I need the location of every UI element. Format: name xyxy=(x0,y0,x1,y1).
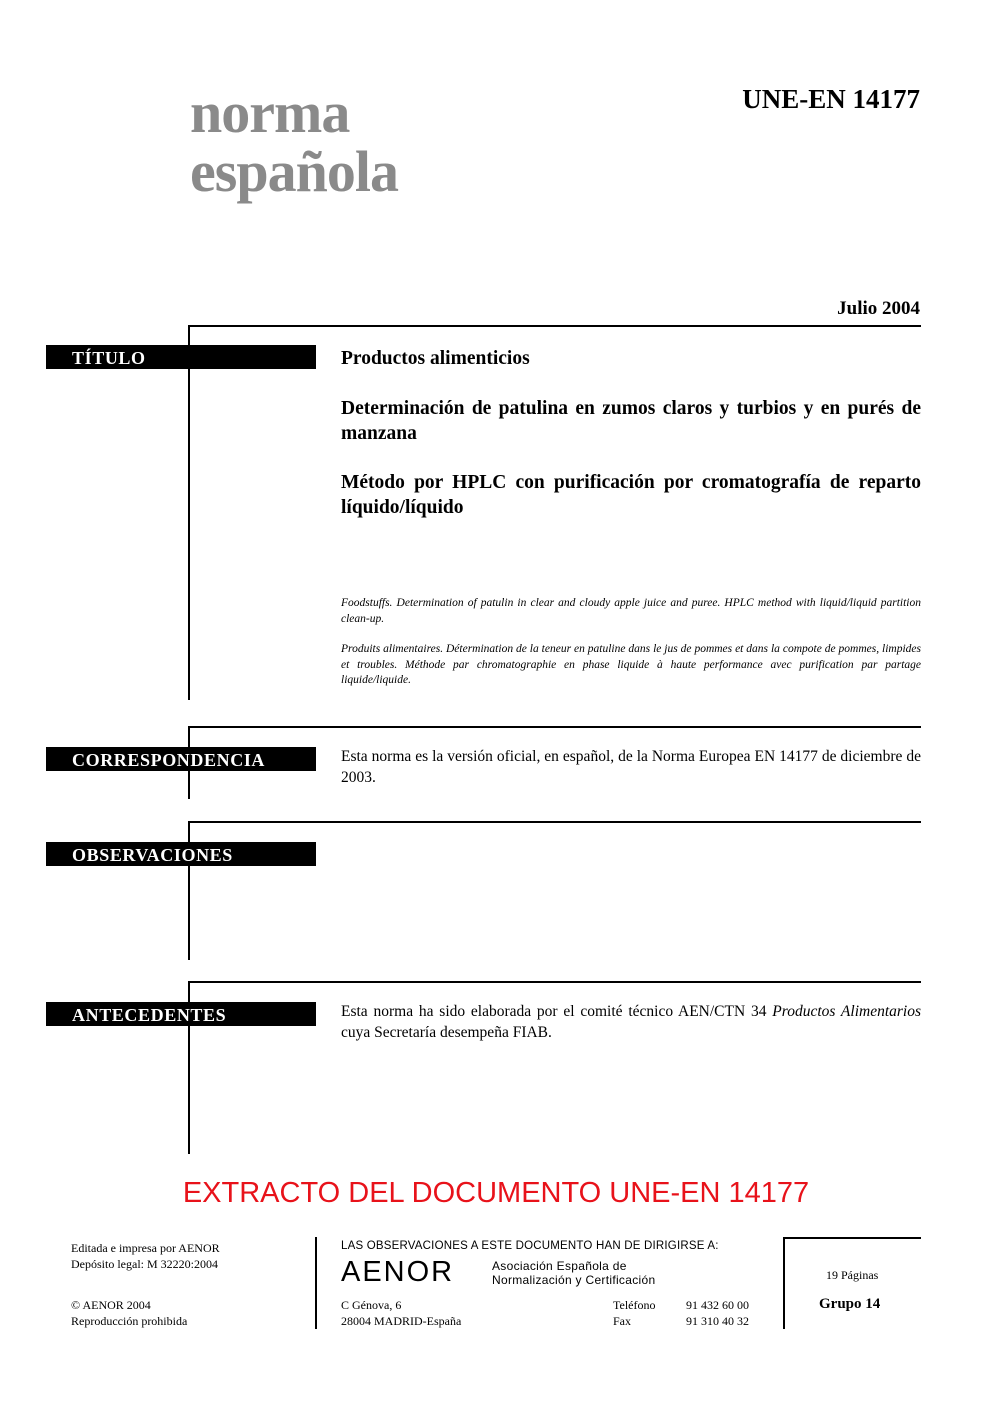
antecedentes-label: ANTECEDENTES xyxy=(46,1002,316,1026)
brand-word-norma: norma xyxy=(190,80,350,145)
phone-label: Teléfono xyxy=(613,1298,656,1312)
antecedentes-text-end: cuya Secretaría desempeña FIAB. xyxy=(341,1024,552,1041)
aenor-logo: AENOR xyxy=(341,1256,455,1288)
title-main: Productos alimenticios xyxy=(341,348,530,369)
title-subtitle-2: Método por HPLC con purificación por cromatografía de reparto líquido/líquido xyxy=(341,472,921,518)
address-line-2: 28004 MADRID-España xyxy=(341,1314,462,1328)
publication-date: Julio 2004 xyxy=(837,298,920,319)
title-translation-french: Produits alimentaires. Détermination de la teneur en patuline dans le jus de pommes et dans la compote de pommes, limpides et troubles. Méthode par chromatographie en phase liquide à haute performance avec purification par partage liquide/liquide. xyxy=(341,643,921,686)
title-subtitle-1: Determinación de patulina en zumos claros y turbios y en purés de manzana xyxy=(341,398,921,444)
footer-box-left-rule xyxy=(783,1237,785,1329)
antecedentes-text-start: Esta norma ha sido elaborada por el comité técnico AEN/CTN 34 xyxy=(341,1003,773,1020)
price-group: Grupo 14 xyxy=(819,1296,881,1312)
fax-number: 91 310 40 32 xyxy=(686,1314,749,1328)
legal-deposit: Depósito legal: M 32220:2004 xyxy=(71,1257,218,1271)
footer-divider-left xyxy=(315,1237,317,1329)
correspondencia-top-rule xyxy=(188,726,921,728)
extract-banner: EXTRACTO DEL DOCUMENTO UNE-EN 14177 xyxy=(182,1177,810,1209)
footer-publisher xyxy=(71,1240,220,1272)
aenor-organization-name xyxy=(492,1259,655,1287)
titulo-left-rule xyxy=(188,325,190,700)
contact-labels xyxy=(613,1297,655,1329)
titulo-top-rule xyxy=(188,325,921,327)
brand-word-espanola: española xyxy=(190,139,398,204)
org-name-line-2: Normalización y Certificación xyxy=(492,1273,656,1287)
copyright: © AENOR 2004 xyxy=(71,1298,151,1312)
observaciones-top-rule xyxy=(188,821,921,823)
page-count: 19 Páginas xyxy=(826,1268,879,1282)
phone-number: 91 432 60 00 xyxy=(686,1298,749,1312)
org-name-line-1: Asociación Española de xyxy=(492,1259,627,1273)
observations-heading: LAS OBSERVACIONES A ESTE DOCUMENTO HAN DE DIRIGIRSE A: xyxy=(341,1240,719,1252)
footer-box-top-rule xyxy=(783,1237,921,1239)
contact-values xyxy=(686,1297,749,1329)
titulo-label: TÍTULO xyxy=(46,345,316,369)
address-line-1: C Génova, 6 xyxy=(341,1298,402,1312)
observaciones-label: OBSERVACIONES xyxy=(46,842,316,866)
correspondencia-text: Esta norma es la versión oficial, en español, de la Norma Europea EN 14177 de diciembre de 2003. xyxy=(341,748,921,786)
aenor-address xyxy=(341,1297,461,1329)
correspondencia-label: CORRESPONDENCIA xyxy=(46,747,316,771)
antecedentes-text xyxy=(341,1001,921,1043)
antecedentes-committee-name: Productos Alimentarios xyxy=(772,1003,921,1020)
footer-copyright xyxy=(71,1297,187,1329)
title-translation-english: Foodstuffs. Determination of patulin in clear and cloudy apple juice and puree. HPLC method with liquid/liquid partition clean-up. xyxy=(341,597,921,625)
fax-label: Fax xyxy=(613,1314,631,1328)
edited-by: Editada e impresa por AENOR xyxy=(71,1241,220,1255)
reproduction-notice: Reproducción prohibida xyxy=(71,1314,188,1328)
standard-code: UNE-EN 14177 xyxy=(742,84,920,114)
antecedentes-top-rule xyxy=(188,981,921,983)
